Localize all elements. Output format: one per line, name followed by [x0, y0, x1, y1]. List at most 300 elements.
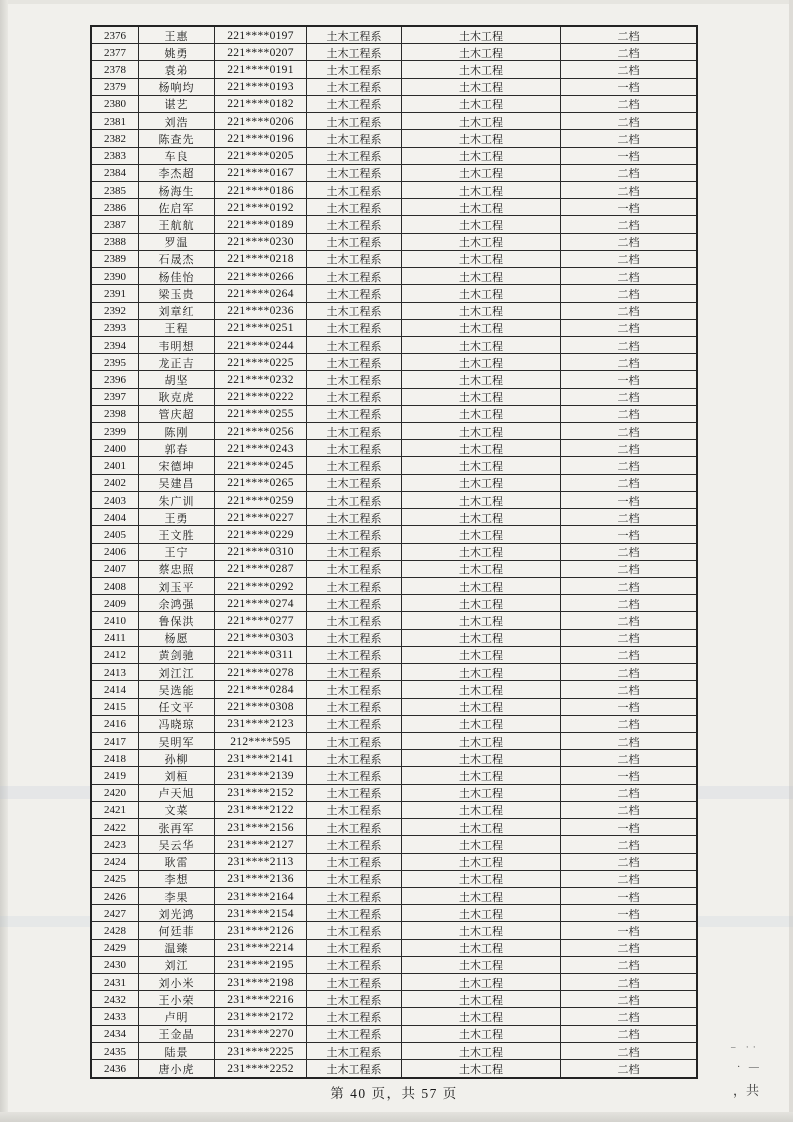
cell-masked-id: 221****0259 [215, 492, 307, 508]
cell-tier: 二档 [617, 547, 640, 560]
cell-tier: 二档 [617, 357, 640, 370]
cell-tier: 二档 [617, 616, 640, 629]
cell-index: 2424 [92, 854, 139, 870]
cell-name: 孙柳 [139, 750, 215, 766]
cell-tier: 二档 [617, 753, 640, 766]
cell-department: 土木工程系 [307, 836, 402, 852]
cell-masked-id: 231****2152 [215, 785, 307, 801]
cell-name: 刘玉平 [139, 578, 215, 594]
cell-department: 土木工程系 [307, 612, 402, 628]
cell-tier: 二档 [617, 409, 640, 422]
table-row [92, 526, 696, 543]
cell-masked-id: 231****2270 [215, 1026, 307, 1042]
cell-index: 2407 [92, 561, 139, 577]
cell-index: 2399 [92, 423, 139, 439]
cell-major: 土木工程 [402, 406, 561, 422]
cell-masked-id: 212****595 [215, 733, 307, 749]
cell-masked-id: 231****2252 [215, 1060, 307, 1077]
cell-major: 土木工程 [402, 234, 561, 250]
table-row [92, 457, 696, 474]
cell-tier: 二档 [617, 564, 640, 577]
cell-tier: 一档 [617, 374, 640, 387]
cell-index: 2426 [92, 888, 139, 904]
cell-major: 土木工程 [402, 216, 561, 232]
cell-major: 土木工程 [402, 802, 561, 818]
cell-name: 刘江 [139, 957, 215, 973]
table-row [92, 991, 696, 1008]
table-row [92, 595, 696, 612]
cell-tier: 二档 [617, 220, 640, 233]
cell-major: 土木工程 [402, 165, 561, 181]
cell-major: 土木工程 [402, 785, 561, 801]
table-row [92, 440, 696, 457]
cell-name: 杨佳怡 [139, 268, 215, 284]
table-row [92, 27, 696, 44]
cell-name: 杨响均 [139, 79, 215, 95]
cell-name: 宋德坤 [139, 457, 215, 473]
cell-masked-id: 221****0193 [215, 79, 307, 95]
cell-index: 2404 [92, 509, 139, 525]
cell-department: 土木工程系 [307, 1008, 402, 1024]
cell-name: 车良 [139, 148, 215, 164]
table-row [92, 234, 696, 251]
table-row [92, 1026, 696, 1043]
table-row [92, 819, 696, 836]
scan-edge-bottom [0, 1112, 793, 1122]
cell-index: 2392 [92, 303, 139, 319]
cell-tier: 二档 [617, 719, 640, 732]
cell-masked-id: 221****0303 [215, 630, 307, 646]
cell-index: 2416 [92, 716, 139, 732]
cell-masked-id: 231****2172 [215, 1008, 307, 1024]
cell-major: 土木工程 [402, 940, 561, 956]
table-row [92, 854, 696, 871]
page-number-footer: 第 40 页，共 57 页 [330, 1086, 458, 1101]
table-row [92, 509, 696, 526]
cell-name: 王程 [139, 320, 215, 336]
cell-department: 土木工程系 [307, 354, 402, 370]
cell-name: 刘江江 [139, 664, 215, 680]
cell-department: 土木工程系 [307, 905, 402, 921]
cell-major: 土木工程 [402, 457, 561, 473]
cell-index: 2427 [92, 905, 139, 921]
cell-major: 土木工程 [402, 371, 561, 387]
cell-masked-id: 221****0292 [215, 578, 307, 594]
cell-major: 土木工程 [402, 251, 561, 267]
cell-department: 土木工程系 [307, 337, 402, 353]
cell-department: 土木工程系 [307, 1043, 402, 1059]
cell-tier: 二档 [617, 977, 640, 990]
cell-major: 土木工程 [402, 681, 561, 697]
cell-masked-id: 221****0255 [215, 406, 307, 422]
cell-name: 刘章红 [139, 303, 215, 319]
cell-masked-id: 221****0287 [215, 561, 307, 577]
cell-major: 土木工程 [402, 1043, 561, 1059]
cell-masked-id: 221****0256 [215, 423, 307, 439]
cell-masked-id: 231****2141 [215, 750, 307, 766]
table-row [92, 61, 696, 78]
cell-tier: 二档 [617, 943, 640, 956]
cell-department: 土木工程系 [307, 544, 402, 560]
cell-department: 土木工程系 [307, 61, 402, 77]
cell-major: 土木工程 [402, 716, 561, 732]
cell-index: 2395 [92, 354, 139, 370]
cell-department: 土木工程系 [307, 578, 402, 594]
table-row [92, 647, 696, 664]
table-row [92, 423, 696, 440]
cell-tier: 二档 [617, 443, 640, 456]
cell-department: 土木工程系 [307, 750, 402, 766]
cell-masked-id: 221****0265 [215, 475, 307, 491]
table-row [92, 303, 696, 320]
cell-masked-id: 231****2136 [215, 871, 307, 887]
cell-department: 土木工程系 [307, 79, 402, 95]
cell-index: 2401 [92, 457, 139, 473]
page-edge-fragment: · — [737, 1062, 762, 1073]
cell-name: 谌艺 [139, 96, 215, 112]
cell-masked-id: 221****0245 [215, 457, 307, 473]
cell-index: 2429 [92, 940, 139, 956]
cell-department: 土木工程系 [307, 475, 402, 491]
cell-tier: 二档 [617, 340, 640, 353]
table-row [92, 716, 696, 733]
cell-masked-id: 221****0284 [215, 681, 307, 697]
cell-index: 2420 [92, 785, 139, 801]
cell-name: 刘桓 [139, 767, 215, 783]
cell-department: 土木工程系 [307, 561, 402, 577]
cell-index: 2418 [92, 750, 139, 766]
cell-masked-id: 221****0274 [215, 595, 307, 611]
table-row [92, 750, 696, 767]
cell-tier: 二档 [617, 667, 640, 680]
table-row [92, 371, 696, 388]
cell-department: 土木工程系 [307, 526, 402, 542]
cell-department: 土木工程系 [307, 285, 402, 301]
cell-index: 2383 [92, 148, 139, 164]
cell-index: 2385 [92, 182, 139, 198]
cell-major: 土木工程 [402, 44, 561, 60]
cell-major: 土木工程 [402, 1026, 561, 1042]
cell-tier: 二档 [617, 392, 640, 405]
cell-masked-id: 231****2113 [215, 854, 307, 870]
cell-tier: 二档 [617, 426, 640, 439]
cell-index: 2434 [92, 1026, 139, 1042]
cell-masked-id: 221****0264 [215, 285, 307, 301]
cell-major: 土木工程 [402, 320, 561, 336]
cell-name: 黄剑驰 [139, 647, 215, 663]
cell-name: 冯晓琼 [139, 716, 215, 732]
cell-name: 王金晶 [139, 1026, 215, 1042]
cell-name: 鲁保洪 [139, 612, 215, 628]
cell-masked-id: 221****0251 [215, 320, 307, 336]
cell-masked-id: 221****0277 [215, 612, 307, 628]
cell-index: 2411 [92, 630, 139, 646]
cell-index: 2417 [92, 733, 139, 749]
cell-tier: 二档 [617, 133, 640, 146]
cell-name: 胡坚 [139, 371, 215, 387]
table-row [92, 871, 696, 888]
cell-department: 土木工程系 [307, 871, 402, 887]
cell-department: 土木工程系 [307, 371, 402, 387]
cell-index: 2431 [92, 974, 139, 990]
cell-tier: 一档 [617, 495, 640, 508]
table-row [92, 1008, 696, 1025]
cell-masked-id: 221****0205 [215, 148, 307, 164]
cell-department: 土木工程系 [307, 854, 402, 870]
table-row [92, 1043, 696, 1060]
cell-masked-id: 231****2123 [215, 716, 307, 732]
cell-department: 土木工程系 [307, 423, 402, 439]
cell-name: 唐小虎 [139, 1060, 215, 1077]
cell-masked-id: 221****0218 [215, 251, 307, 267]
page-edge-fragment: – ·· [731, 1042, 760, 1052]
cell-tier: 二档 [617, 736, 640, 749]
cell-name: 张再军 [139, 819, 215, 835]
cell-major: 土木工程 [402, 285, 561, 301]
cell-department: 土木工程系 [307, 320, 402, 336]
cell-masked-id: 221****0191 [215, 61, 307, 77]
table-row [92, 182, 696, 199]
table-row [92, 354, 696, 371]
cell-major: 土木工程 [402, 389, 561, 405]
cell-department: 土木工程系 [307, 802, 402, 818]
cell-index: 2428 [92, 922, 139, 938]
cell-department: 土木工程系 [307, 389, 402, 405]
cell-name: 李果 [139, 888, 215, 904]
cell-major: 土木工程 [402, 423, 561, 439]
table-row [92, 578, 696, 595]
cell-name: 陈刚 [139, 423, 215, 439]
table-row [92, 216, 696, 233]
cell-major: 土木工程 [402, 957, 561, 973]
cell-index: 2419 [92, 767, 139, 783]
cell-tier: 二档 [617, 65, 640, 78]
table-row [92, 612, 696, 629]
cell-department: 土木工程系 [307, 148, 402, 164]
cell-department: 土木工程系 [307, 457, 402, 473]
cell-tier: 二档 [617, 116, 640, 129]
cell-tier: 二档 [617, 306, 640, 319]
cell-masked-id: 221****0232 [215, 371, 307, 387]
cell-name: 陆景 [139, 1043, 215, 1059]
table-row [92, 337, 696, 354]
cell-index: 2415 [92, 699, 139, 715]
cell-department: 土木工程系 [307, 647, 402, 663]
cell-major: 土木工程 [402, 182, 561, 198]
cell-masked-id: 221****0225 [215, 354, 307, 370]
cell-index: 2408 [92, 578, 139, 594]
scan-edge-left [0, 0, 8, 1122]
cell-name: 何廷菲 [139, 922, 215, 938]
cell-index: 2376 [92, 27, 139, 43]
table-body [92, 27, 696, 1077]
cell-department: 土木工程系 [307, 216, 402, 232]
cell-index: 2436 [92, 1060, 139, 1077]
cell-index: 2432 [92, 991, 139, 1007]
cell-department: 土木工程系 [307, 182, 402, 198]
table-row [92, 79, 696, 96]
cell-index: 2402 [92, 475, 139, 491]
cell-tier: 一档 [617, 702, 640, 715]
cell-name: 管庆超 [139, 406, 215, 422]
cell-major: 土木工程 [402, 699, 561, 715]
cell-major: 土木工程 [402, 922, 561, 938]
cell-major: 土木工程 [402, 303, 561, 319]
cell-name: 耿克虎 [139, 389, 215, 405]
cell-department: 土木工程系 [307, 681, 402, 697]
cell-tier: 二档 [617, 288, 640, 301]
cell-index: 2379 [92, 79, 139, 95]
cell-department: 土木工程系 [307, 991, 402, 1007]
cell-masked-id: 221****0227 [215, 509, 307, 525]
cell-department: 土木工程系 [307, 440, 402, 456]
cell-major: 土木工程 [402, 113, 561, 129]
cell-major: 土木工程 [402, 578, 561, 594]
table-row [92, 957, 696, 974]
table-row [92, 320, 696, 337]
cell-department: 土木工程系 [307, 234, 402, 250]
cell-name: 李想 [139, 871, 215, 887]
cell-department: 土木工程系 [307, 113, 402, 129]
cell-tier: 二档 [617, 857, 640, 870]
cell-name: 李杰超 [139, 165, 215, 181]
cell-masked-id: 231****2198 [215, 974, 307, 990]
cell-major: 土木工程 [402, 871, 561, 887]
cell-department: 土木工程系 [307, 595, 402, 611]
cell-masked-id: 221****0207 [215, 44, 307, 60]
table-row [92, 767, 696, 784]
cell-tier: 二档 [617, 581, 640, 594]
cell-tier: 一档 [617, 151, 640, 164]
cell-index: 2410 [92, 612, 139, 628]
cell-tier: 二档 [617, 1064, 640, 1077]
cell-tier: 一档 [617, 908, 640, 921]
cell-name: 王文胜 [139, 526, 215, 542]
cell-masked-id: 231****2216 [215, 991, 307, 1007]
cell-tier: 二档 [617, 30, 640, 43]
cell-name: 卢明 [139, 1008, 215, 1024]
cell-major: 土木工程 [402, 854, 561, 870]
cell-tier: 二档 [617, 461, 640, 474]
cell-name: 杨愿 [139, 630, 215, 646]
cell-major: 土木工程 [402, 526, 561, 542]
cell-major: 土木工程 [402, 767, 561, 783]
table-row [92, 96, 696, 113]
cell-major: 土木工程 [402, 1008, 561, 1024]
table-row [92, 165, 696, 182]
cell-tier: 二档 [617, 650, 640, 663]
student-roster-table [90, 25, 698, 1079]
cell-name: 刘光鸿 [139, 905, 215, 921]
cell-index: 2382 [92, 130, 139, 146]
cell-department: 土木工程系 [307, 767, 402, 783]
cell-name: 杨海生 [139, 182, 215, 198]
cell-major: 土木工程 [402, 148, 561, 164]
cell-major: 土木工程 [402, 888, 561, 904]
cell-index: 2423 [92, 836, 139, 852]
cell-major: 土木工程 [402, 268, 561, 284]
cell-tier: 一档 [617, 82, 640, 95]
cell-tier: 二档 [617, 839, 640, 852]
cell-department: 土木工程系 [307, 509, 402, 525]
cell-major: 土木工程 [402, 819, 561, 835]
cell-index: 2389 [92, 251, 139, 267]
table-row [92, 974, 696, 991]
cell-tier: 二档 [617, 1029, 640, 1042]
cell-masked-id: 221****0310 [215, 544, 307, 560]
table-row [92, 922, 696, 939]
cell-masked-id: 231****2164 [215, 888, 307, 904]
cell-tier: 二档 [617, 994, 640, 1007]
cell-tier: 二档 [617, 185, 640, 198]
cell-department: 土木工程系 [307, 630, 402, 646]
cell-major: 土木工程 [402, 475, 561, 491]
table-row [92, 406, 696, 423]
cell-tier: 一档 [617, 891, 640, 904]
cell-major: 土木工程 [402, 612, 561, 628]
cell-department: 土木工程系 [307, 664, 402, 680]
cell-index: 2381 [92, 113, 139, 129]
cell-masked-id: 221****0243 [215, 440, 307, 456]
cell-index: 2397 [92, 389, 139, 405]
cell-department: 土木工程系 [307, 733, 402, 749]
table-row [92, 475, 696, 492]
cell-masked-id: 221****0229 [215, 526, 307, 542]
cell-index: 2386 [92, 199, 139, 215]
cell-tier: 二档 [617, 874, 640, 887]
table-row [92, 389, 696, 406]
cell-major: 土木工程 [402, 1060, 561, 1077]
cell-tier: 二档 [617, 47, 640, 60]
cell-masked-id: 231****2139 [215, 767, 307, 783]
cell-name: 吴选能 [139, 681, 215, 697]
cell-tier: 二档 [617, 237, 640, 250]
cell-masked-id: 221****0196 [215, 130, 307, 146]
cell-tier: 二档 [617, 684, 640, 697]
cell-index: 2421 [92, 802, 139, 818]
cell-tier: 一档 [617, 771, 640, 784]
cell-masked-id: 231****2156 [215, 819, 307, 835]
table-row [92, 561, 696, 578]
cell-department: 土木工程系 [307, 27, 402, 43]
cell-name: 王宁 [139, 544, 215, 560]
cell-name: 余鸿强 [139, 595, 215, 611]
cell-department: 土木工程系 [307, 974, 402, 990]
table-row [92, 1060, 696, 1077]
cell-masked-id: 221****0308 [215, 699, 307, 715]
cell-index: 2388 [92, 234, 139, 250]
cell-tier: 一档 [617, 925, 640, 938]
cell-index: 2435 [92, 1043, 139, 1059]
cell-major: 土木工程 [402, 96, 561, 112]
cell-index: 2384 [92, 165, 139, 181]
cell-name: 刘小米 [139, 974, 215, 990]
cell-index: 2378 [92, 61, 139, 77]
cell-name: 姚勇 [139, 44, 215, 60]
cell-index: 2393 [92, 320, 139, 336]
scan-edge-top [0, 0, 793, 4]
cell-masked-id: 221****0167 [215, 165, 307, 181]
cell-index: 2422 [92, 819, 139, 835]
cell-name: 佐启军 [139, 199, 215, 215]
cell-tier: 二档 [617, 633, 640, 646]
cell-department: 土木工程系 [307, 251, 402, 267]
cell-department: 土木工程系 [307, 819, 402, 835]
cell-index: 2398 [92, 406, 139, 422]
cell-masked-id: 221****0244 [215, 337, 307, 353]
cell-index: 2413 [92, 664, 139, 680]
table-row [92, 130, 696, 147]
